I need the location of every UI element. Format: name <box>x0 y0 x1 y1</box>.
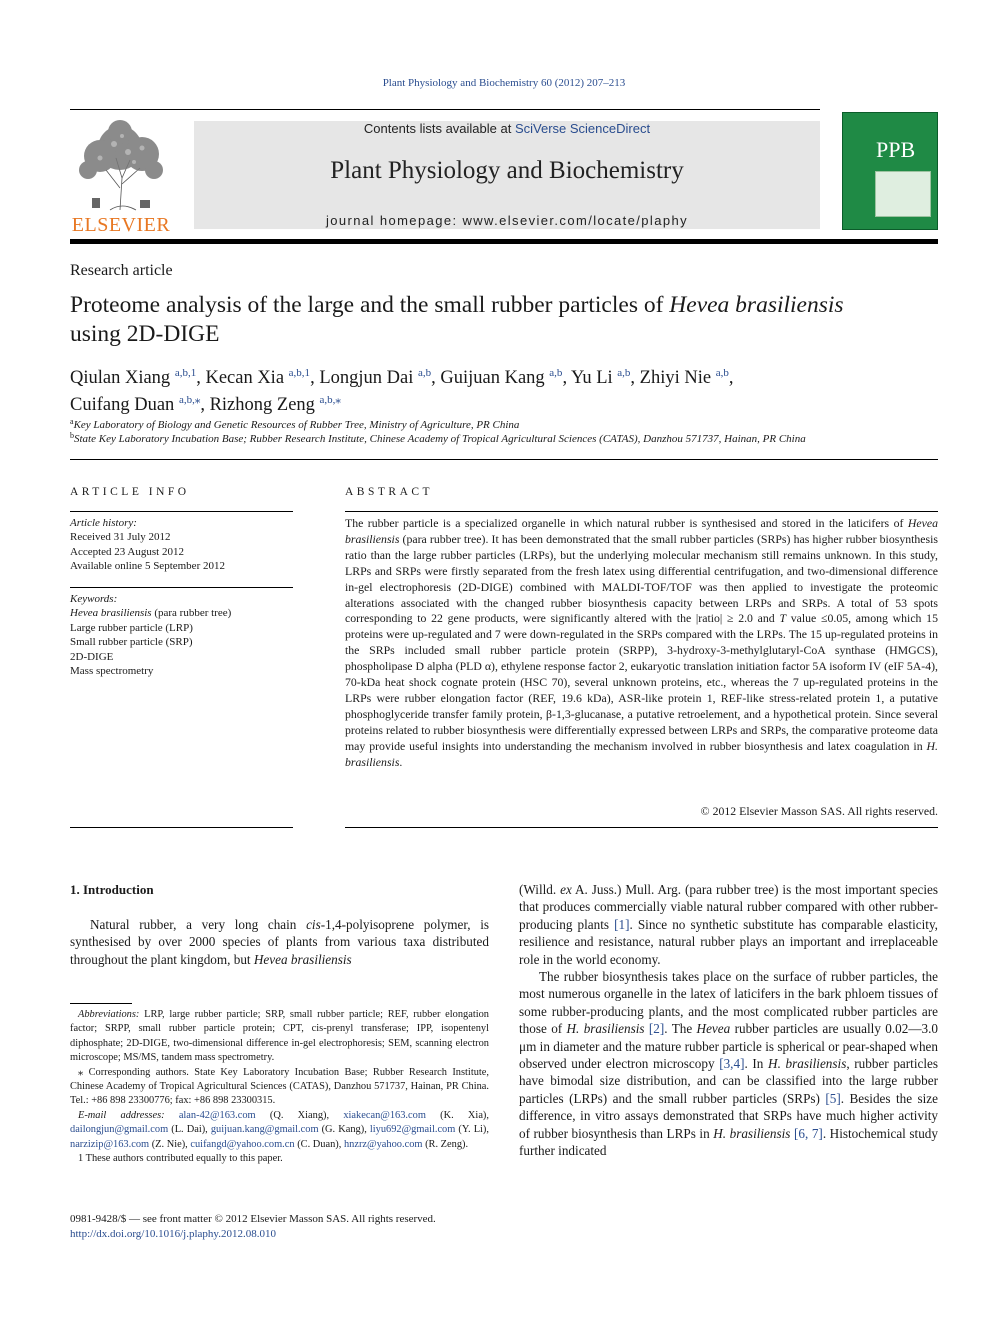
tree-icon <box>70 118 172 214</box>
email-link[interactable]: hnzrz@yahoo.com <box>343 1138 423 1150</box>
citation-link[interactable]: [1] <box>614 916 630 932</box>
email-link[interactable]: cuifangd@yahoo.com.cn <box>190 1138 295 1150</box>
abbreviations-footnote: Abbreviations: LRP, large rubber particle; SRP, small rubber particle; REF, rubber elongation factor; SRPP, small rubber particle protein; CPT, cis-prenyl transferase; IPP, isopentenyl diphosphate; 2D-DIGE, two-dimensional difference in-gel electrophoresis; SEM, scanning electron microscope; MS/MS, tandem mass spectrometry. <box>70 1009 489 1064</box>
email-link[interactable]: liyu692@gmail.com <box>369 1124 456 1136</box>
footnotes <box>70 1008 489 1166</box>
keyword: Large rubber particle (LRP) <box>70 621 193 634</box>
abstract-rule <box>345 511 938 512</box>
contents-available-line <box>194 121 820 136</box>
journal-homepage[interactable]: journal homepage: www.elsevier.com/locate/plaphy <box>325 213 689 228</box>
intro-paragraph: (Willd. ex A. Juss.) Mull. Arg. (para rubber tree) is the most important species that produces commercially viable natural rubber compared with other rubber-producing plants [1]. Since no synthetic substitute has comparable elasticity, resilience and resistance, natural rubber plays an important and irreplaceable role in the world economy. <box>519 882 938 967</box>
author: Cuifang Duan $^{a,b,⁎}$, <box>70 394 210 415</box>
info-rule <box>70 827 293 828</box>
issn-line: 0981-9428/$ — see front matter © 2012 Elsevier Masson SAS. All rights reserved. <box>70 1213 436 1225</box>
author: Rizhong Zeng $^{a,b,⁎}$ <box>209 394 341 415</box>
author-affiliation-mark[interactable]: a,b,⁎ <box>319 394 341 406</box>
citation-link[interactable]: [5] <box>825 1090 841 1106</box>
author: Yu Li $^{a,b}$, <box>571 367 640 388</box>
journal-citation[interactable]: Plant Physiology and Biochemistry 60 (2012) 207–213 <box>382 77 626 89</box>
right-column <box>519 881 938 1160</box>
author-affiliation-mark[interactable]: a,b,⁎ <box>178 394 201 406</box>
author-affiliation-mark[interactable]: a,b,1 <box>288 367 311 379</box>
author: Qiulan Xiang $^{a,b,1}$, <box>70 367 206 388</box>
keyword: Hevea brasiliensis (para rubber tree) <box>70 607 232 620</box>
author: Longjun Dai $^{a,b}$, <box>319 367 441 388</box>
author-affiliation-mark[interactable]: a,b <box>617 367 631 379</box>
elsevier-logo[interactable] <box>70 118 172 234</box>
journal-title: Plant Physiology and Biochemistry <box>330 157 684 184</box>
affiliation-b: $^b$State Key Laboratory Incubation Base; Rubber Research Institute, Chinese Academy of Tropical Agricultural Sciences (CATAS), Danzhou 571737, Hainan, PR China <box>70 431 806 445</box>
corresponding-footnote: ⁎ Corresponding authors. State Key Laboratory Incubation Base; Rubber Research Institute, Chinese Academy of Tropical Agricultural Sciences (CATAS), Danzhou 571737, Hainan, PR China. Tel.: +86 898 23300776; fax: +86 898 23300315. <box>70 1066 489 1107</box>
history-accepted: Accepted 23 August 2012 <box>70 545 184 558</box>
email-link[interactable]: alan-42@163.com <box>178 1109 256 1121</box>
article-type: Research article <box>70 262 173 279</box>
issn-block <box>70 1212 436 1242</box>
intro-paragraph: The rubber biosynthesis takes place on the surface of rubber particles, the most numerous organelle in the latex of laticifers in the bark phloem tissues of some rubber-producing plants, and the most complicated rubber particles are those of H. brasiliensis [2]. The Hevea rubber particles are usually 0.02—3.0 μm in diameter and the mature rubber particle is spherical or pear-shaped when observed under electron microscopy [3,4]. In H. brasiliensis, rubber particles have bimodal size distribution, and can be classified into the large rubber particles (LRPs) and the small rubber particles (SRPs) [5]. Besides the size difference, in vitro assays demonstrated that SRPs have much higher activity of rubber biosynthesis than LRPs in H. brasiliensis [6, 7]. Histochemical study further indicated <box>519 969 939 1159</box>
abstract-heading: ABSTRACT <box>345 486 434 498</box>
info-rule <box>70 587 293 588</box>
affiliation-a: $^a$Key Laboratory of Biology and Genetic Resources of Rubber Tree, Ministry of Agriculture, PR China <box>70 417 520 431</box>
author-affiliation-mark[interactable]: a,b <box>549 367 563 379</box>
cover-label: PPB <box>876 137 916 162</box>
contents-prefix: Contents lists available at <box>363 121 515 136</box>
author: Guijuan Kang $^{a,b}$, <box>440 367 572 388</box>
email-link[interactable]: guijuan.kang@gmail.com <box>210 1124 319 1136</box>
email-link[interactable]: xiakecan@163.com <box>343 1109 426 1121</box>
keyword: 2D-DIGE <box>70 650 114 663</box>
article-title: Proteome analysis of the large and the small rubber particles of Hevea brasiliensis using 2D-DIGE <box>70 292 844 347</box>
section-rule <box>70 459 938 460</box>
article-history <box>70 516 293 574</box>
abstract-text: The rubber particle is a specialized organelle in which natural rubber is synthesised and stored in the laticifers of Hevea brasiliensis (para rubber tree). It has been demonstrated that the small rubber particles (SRPs) has higher rubber biosynthesis ratio than the large rubber particles (LRPs), but the underlying molecular mechanism still remains unknown. In this study, LRPs and SRPs were firstly separated from the fresh latex using differential centrifugation, and two-dimensional difference in-gel electrophoresis (2D-DIGE) combined with MALDI-TOF/TOF was then applied to investigate the proteomic alterations associated with the changed rubber biosynthesis capacity between LRPs and SRPs. A total of 53 spots corresponding to 22 gene products, were significantly altered with the |ratio| ≥ 2.0 and T value ≤0.05, among which 15 proteins were up-regulated and 7 were down-regulated in the SRPs compared with the LRPs. The 15 up-regulated proteins in the SRPs included small rubber particle protein (SRPP), 3-hydroxy-3-methylglutaryl-CoA synthase (HMGCS), phospholipase D alpha (PLD α), ethylene response factor 2, eukaryotic translation initiation factor 5A isoform IV (eIF 5A-4), 70-kDa heat shock cognate protein (HSC 70), several unknown proteins, etc., whereas the 7 up-regulated proteins in the LRPs were rubber elongation factor (REF, 19.6 kDa), ASR-like protein 1, REF-like stress-related protein 1, a putative phosphoglyceride transfer family protein, β-1,3-glucanase, a putative retroelement, and a hypothetical protein. Since several proteins related to rubber biosynthesis were differentially expressed between LRPs and SRPs, the comparative proteome data may provide useful insights into understanding the mechanism involved in rubber biosynthesis and latex coagulation in H. brasiliensis. <box>345 516 938 769</box>
introduction-heading: 1. Introduction <box>70 882 154 897</box>
keywords-label: Keywords: <box>70 593 118 605</box>
header-thick-rule <box>70 239 938 244</box>
keywords <box>70 592 293 678</box>
abstract-copyright: © 2012 Elsevier Masson SAS. All rights reserved. <box>700 804 938 818</box>
history-online: Available online 5 September 2012 <box>70 560 225 573</box>
history-received: Received 31 July 2012 <box>70 531 171 544</box>
keyword: Mass spectrometry <box>70 665 154 678</box>
email-link[interactable]: dailongjun@gmail.com <box>70 1124 169 1136</box>
equal-contribution-footnote: 1 These authors contributed equally to this paper. <box>78 1153 283 1165</box>
doi-link[interactable]: http://dx.doi.org/10.1016/j.plaphy.2012.08.010 <box>70 1228 276 1240</box>
abstract-rule <box>345 827 938 828</box>
author-affiliation-mark[interactable]: a,b <box>417 367 432 379</box>
author: Kecan Xia $^{a,b,1}$, <box>205 367 320 388</box>
author-list <box>70 362 940 416</box>
header-rule <box>70 109 820 110</box>
email-link[interactable]: narzizip@163.com <box>70 1138 150 1150</box>
author: Zhiyi Nie $^{a,b}$, <box>639 367 734 388</box>
author-affiliation-mark[interactable]: a,b,1 <box>174 367 197 379</box>
citation-link[interactable]: [6, 7] <box>794 1125 823 1141</box>
intro-paragraph: Natural rubber, a very long chain cis-1,4-polyisoprene polymer, is synthesised by over 2000 species of plants from various taxa distributed throughout the plant kingdom, but Hevea brasiliensis <box>70 917 489 967</box>
journal-cover[interactable] <box>842 112 938 230</box>
author-affiliation-mark[interactable]: a,b <box>715 367 729 379</box>
email-footnote: E-mail addresses: alan-42@163.com (Q. Xiang), xiakecan@163.com (K. Xia), dailongjun@gmail.com (L. Dai), guijuan.kang@gmail.com (G. Kang), liyu692@gmail.com (Y. Li), narzizip@163.com (Z. Nie), cuifangd@yahoo.com.cn (C. Duan), hnzrz@yahoo.com (R. Zeng). <box>70 1109 489 1150</box>
article-info-heading: ARTICLE INFO <box>70 486 190 498</box>
elsevier-wordmark: ELSEVIER <box>71 214 171 236</box>
sciencedirect-link[interactable]: SciVerse ScienceDirect <box>514 121 651 136</box>
history-label: Article history: <box>70 517 137 529</box>
cover-figure <box>875 171 931 217</box>
footnote-rule <box>70 1003 132 1004</box>
citation-link[interactable]: [3,4] <box>719 1056 745 1072</box>
keyword: Small rubber particle (SRP) <box>70 636 193 649</box>
info-rule <box>70 511 293 512</box>
citation-link[interactable]: [2] <box>648 1021 665 1037</box>
